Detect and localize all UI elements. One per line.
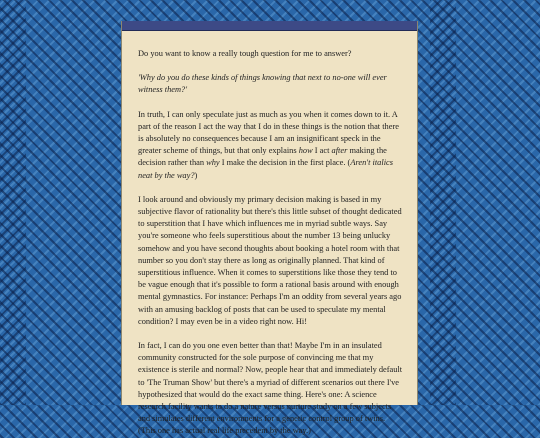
post-paragraph-3	[138, 109, 403, 182]
italic-aside: Aren't italics neat by the way?	[138, 158, 393, 180]
text-segment: I make the decision in the first place. (	[219, 158, 351, 168]
italic-how: how	[298, 146, 313, 156]
post-container	[121, 21, 418, 436]
post-body	[122, 31, 417, 438]
italic-after: after	[331, 146, 348, 156]
post-header-bar	[122, 21, 417, 31]
post-paragraph-5: In fact, I can do you one even better than that! Maybe I'm in an insulated community constructed for the sole purpose of convincing me that my existence is sterile and normal? Now, people hear that and immediately default to 'The Truman Show' but there's a myriad of different scenarios out there I've hypothesized that would do the exact same thing. Here's one: A science research facility wants to do a nature versus nurture study on a few subjects and simulates different environments for a genetic control group of twins. (This one has actual real life precedent by the way.)	[138, 341, 403, 436]
background-pattern-left	[0, 0, 26, 405]
text-segment: making the decision rather than	[138, 146, 387, 168]
post-paragraph-1: Do you want to know a really tough question for me to answer?	[138, 49, 352, 58]
post-paragraph-4: I look around and obviously my primary decision making is based in my subjective flavor of rationality but there's this little subset of thought dedicated to superstition that I have which influences me in myriad subtle ways. Say you're someone who feels superstitious about the number 13 being unlucky somehow and you have second thoughts about booking a hotel room with that number so you don't stay there as long as originally planned. That kind of superstitious influence. When it comes to superstitions like those they tend to be vague enough that it's possible to form a rational basis around with enough mental gymnastics. For instance: Perhaps I'm an oddity from several years ago with an amusing backlog of posts that can be used to speculate my mental condition? I may even be in a video right now. Hi!	[138, 194, 402, 326]
text-segment: I act	[312, 146, 332, 156]
italic-why: why	[206, 158, 220, 168]
background-pattern-right	[430, 0, 456, 405]
text-segment: In truth, I can only speculate just as much as you when it comes down to it. A part of the reason I act the way that I do in these things is the notion that there is absolutely no consequences because I am an insignificant speck in the greater scheme of things, but that only explains	[138, 109, 399, 156]
text-segment: )	[194, 170, 198, 180]
post-quote: 'Why do you do these kinds of things knowing that next to no-one will ever witness them?'	[138, 73, 387, 95]
